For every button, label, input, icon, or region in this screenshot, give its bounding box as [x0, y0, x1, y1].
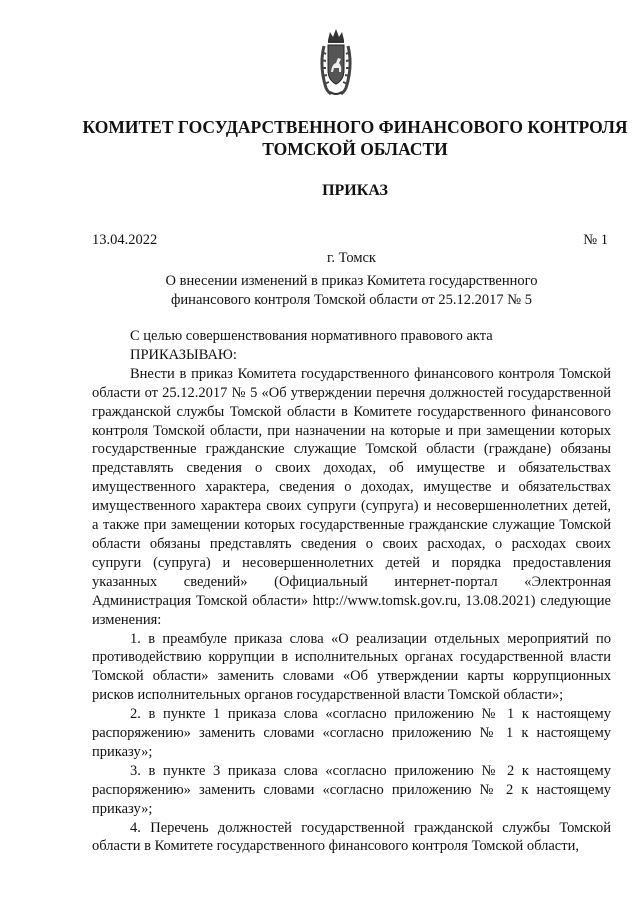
document-body — [92, 327, 611, 856]
document-date: 13.04.2022 — [92, 232, 158, 248]
purpose-paragraph: С целью совершенствования нормативного правового акта — [130, 328, 493, 344]
list-item: 1. в преамбуле приказа слова «О реализации отдельных мероприятий по противодействию коррупции в исполнительных органах государственной власти Томской области» заменить словами «Об утверждении карты коррупционных рисков исполнительных органов государственной власти Томской области»; — [92, 630, 611, 704]
committee-title-line2: ТОМСКОЙ ОБЛАСТИ — [262, 139, 448, 159]
list-item: 2. в пункте 1 приказа слова «согласно приложению № 1 к настоящему распоряжению» заменить словами «согласно приложению № 1 к настоящему приказу»; — [92, 706, 611, 760]
list-item: 4. Перечень должностей государственной гражданской службы Томской области в Комитете государственного финансового контроля Томской области, — [92, 819, 611, 855]
subject-line2: финансового контроля Томской области от 25.12.2017 № 5 — [171, 292, 532, 308]
document-number: № 1 — [583, 232, 608, 248]
document-city: г. Томск — [327, 250, 376, 266]
document-subject — [92, 272, 611, 310]
order-word: ПРИКАЗЫВАЮ: — [130, 346, 237, 363]
subject-line1: О внесении изменений в приказ Комитета государственного — [165, 273, 538, 289]
intro-paragraph: Внести в приказ Комитета государственного финансового контроля Томской области от 25.12.2017 № 5 «Об утверждении перечня должностей государственной гражданской службы Томской области в Комитете государственного финансового контроля Томской области, при назначении на которые и при замещении которых государственные гражданские служащие Томской области (граждане) обязаны представлять сведения о своих доходах, об имуществе и обязательствах имущественного характера, сведения о доходах, имуществе и обязательствах имущественного характера своих супруги (супруга) и несовершеннолетних детей, а также при замещении которых государственные гражданские служащие Томской области обязаны представлять сведения о своих расходах, о расходах своих супруги (супруга) и несовершеннолетних детей и порядка предоставления указанных сведений» (Официальный интернет-портал «Электронная Администрация Томской области» http://www.tomsk.gov.ru, 13.08.2021) следующие изменения: — [92, 365, 611, 628]
committee-title-line1: КОМИТЕТ ГОСУДАРСТВЕННОГО ФИНАНСОВОГО КОНТРОЛЯ — [82, 117, 628, 137]
list-item: 3. в пункте 3 приказа слова «согласно приложению № 2 к настоящему распоряжению» заменить словами «согласно приложению № 2 к настоящему приказу»; — [92, 762, 611, 817]
committee-title — [60, 116, 640, 160]
document-type: ПРИКАЗ — [322, 182, 388, 199]
coat-of-arms-icon — [318, 26, 354, 98]
